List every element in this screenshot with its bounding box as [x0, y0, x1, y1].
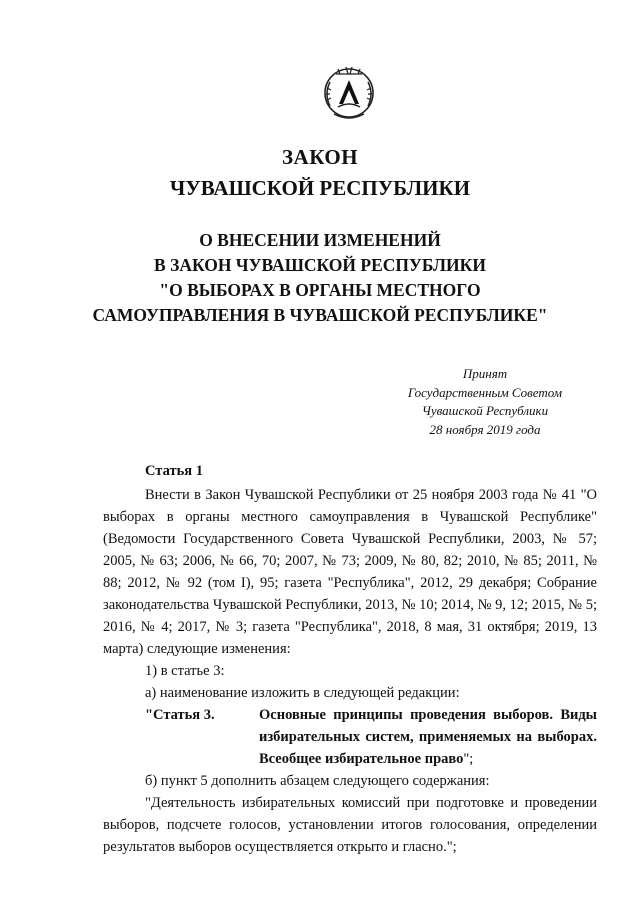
article-subitem: а) наименование изложить в следующей редакции: — [145, 685, 460, 701]
adoption-date: 28 ноября 2019 года — [429, 421, 541, 437]
new-article-tail: "; — [463, 751, 474, 767]
new-article-title-block — [259, 704, 597, 770]
article-heading: Статья 1 — [145, 463, 203, 479]
article-item: 1) в статье 3: — [145, 663, 225, 679]
article-subitem: б) пункт 5 дополнить абзацем следующего содержания: — [145, 773, 490, 789]
subtitle-line: "О ВЫБОРАХ В ОРГАНЫ МЕСТНОГО — [159, 280, 481, 300]
republic-title: ЧУВАШСКОЙ РЕСПУБЛИКИ — [169, 176, 471, 200]
adoption-note — [385, 365, 585, 439]
law-title: ЗАКОН — [281, 145, 359, 169]
adoption-line: Принят — [462, 366, 508, 381]
quoted-text: "Деятельность избирательных комиссий при подготовке и проведении выборов, подсчете голосов, установлении итогов голосования, определении результатов выборов осуществляется открыто и гласно."; — [103, 795, 597, 855]
subtitle-line: САМОУПРАВЛЕНИЯ В ЧУВАШСКОЙ РЕСПУБЛИКЕ" — [92, 305, 548, 325]
new-article-number: "Статья 3. — [145, 707, 215, 723]
subtitle-line: В ЗАКОН ЧУВАШСКОЙ РЕСПУБЛИКИ — [154, 255, 486, 275]
new-article-heading — [103, 704, 597, 770]
chuvash-emblem-icon — [316, 60, 382, 124]
subtitle-line: О ВНЕСЕНИИ ИЗМЕНЕНИЙ — [199, 230, 441, 250]
new-article-title: Основные принципы проведения выборов. Виды избирательных систем, применяемых на выборах. Всеобщее избирательное право — [259, 707, 597, 767]
adoption-line: Государственным Советом — [407, 384, 563, 400]
law-subtitle — [0, 228, 640, 328]
adoption-line: Чувашской Республики — [421, 403, 549, 418]
article-body — [103, 460, 597, 858]
article-paragraph: Внести в Закон Чувашской Республики от 25 ноября 2003 года № 41 "О выборах в органы местного самоуправления в Чувашской Республике" (Ведомости Государственного Совета Чувашской Республики, 2003, № 57; 2005, № 63; 2006, № 66, 70; 2007, № 73; 2009, № 80, 82; 2010, № 85; 2011, № 88; 2012, № 92 (том I), 95; газета "Республика", 2012, 29 декабря; Собрание законодательства Чувашской Республики, 2013, № 10; 2014, № 9, 12; 2015, № 5; 2016, № 4; 2017, № 3; газета "Республика", 2018, 8 мая, 31 октября; 2019, 13 марта) следующие изменения: — [103, 487, 597, 657]
